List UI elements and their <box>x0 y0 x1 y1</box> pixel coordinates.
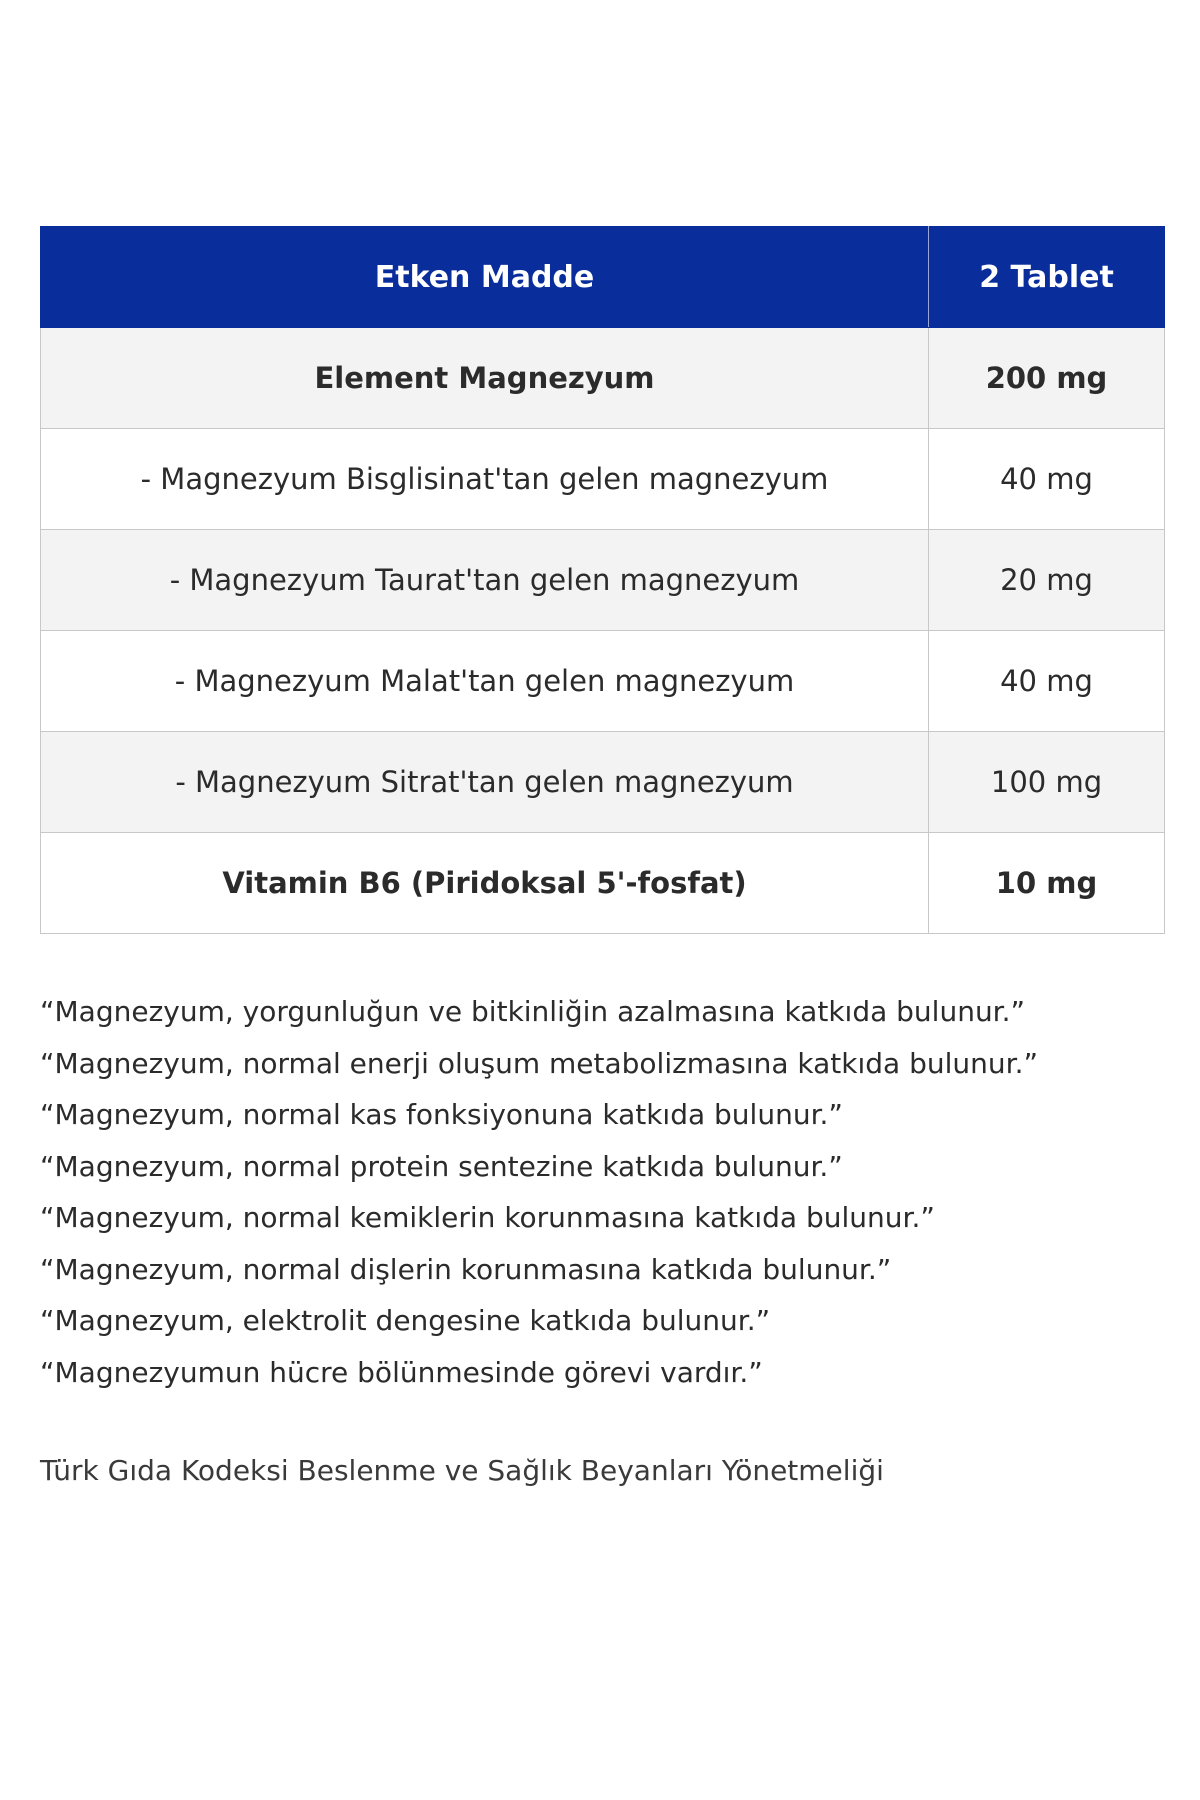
table-row <box>41 429 1165 530</box>
ingredient-amount: 100 mg <box>929 732 1165 833</box>
ingredient-name: - Magnezyum Malat'tan gelen magnezyum <box>41 631 929 732</box>
table-header-row <box>41 227 1165 328</box>
health-claims-list <box>40 986 1164 1398</box>
ingredient-name: - Magnezyum Taurat'tan gelen magnezyum <box>41 530 929 631</box>
health-claim: “Magnezyum, normal kas fonksiyonuna katkıda bulunur.” <box>40 1098 843 1131</box>
table-row <box>41 833 1165 934</box>
table-row <box>41 631 1165 732</box>
ingredient-amount: 40 mg <box>929 631 1165 732</box>
ingredient-table <box>40 226 1165 934</box>
ingredient-amount: 40 mg <box>929 429 1165 530</box>
ingredient-name: Vitamin B6 (Piridoksal 5'-fosfat) <box>41 833 929 934</box>
ingredient-amount: 10 mg <box>929 833 1165 934</box>
table-row <box>41 530 1165 631</box>
table-row <box>41 328 1165 429</box>
health-claim: “Magnezyum, normal enerji oluşum metabolizmasına katkıda bulunur.” <box>40 1046 1038 1080</box>
ingredient-name: - Magnezyum Sitrat'tan gelen magnezyum <box>41 732 929 833</box>
health-claim: “Magnezyum, elektrolit dengesine katkıda bulunur.” <box>40 1304 771 1337</box>
header-active-ingredient: Etken Madde <box>41 227 929 328</box>
health-claim: “Magnezyum, normal kemiklerin korunmasına katkıda bulunur.” <box>40 1201 935 1234</box>
table-row <box>41 732 1165 833</box>
ingredient-name: - Magnezyum Bisglisinat'tan gelen magnezyum <box>41 429 929 530</box>
ingredient-amount: 20 mg <box>929 530 1165 631</box>
ingredient-table-container <box>40 226 1164 934</box>
regulation-source: Türk Gıda Kodeksi Beslenme ve Sağlık Beyanları Yönetmeliği <box>40 1454 884 1487</box>
ingredient-amount: 200 mg <box>929 328 1165 429</box>
header-dose: 2 Tablet <box>929 227 1165 328</box>
health-claim: “Magnezyum, normal dişlerin korunmasına katkıda bulunur.” <box>40 1252 892 1286</box>
health-claim: “Magnezyumun hücre bölünmesinde görevi vardır.” <box>40 1355 763 1389</box>
health-claim: “Magnezyum, normal protein sentezine katkıda bulunur.” <box>40 1149 843 1183</box>
ingredient-name: Element Magnezyum <box>41 328 929 429</box>
health-claim: “Magnezyum, yorgunluğun ve bitkinliğin azalmasına katkıda bulunur.” <box>40 995 1026 1028</box>
